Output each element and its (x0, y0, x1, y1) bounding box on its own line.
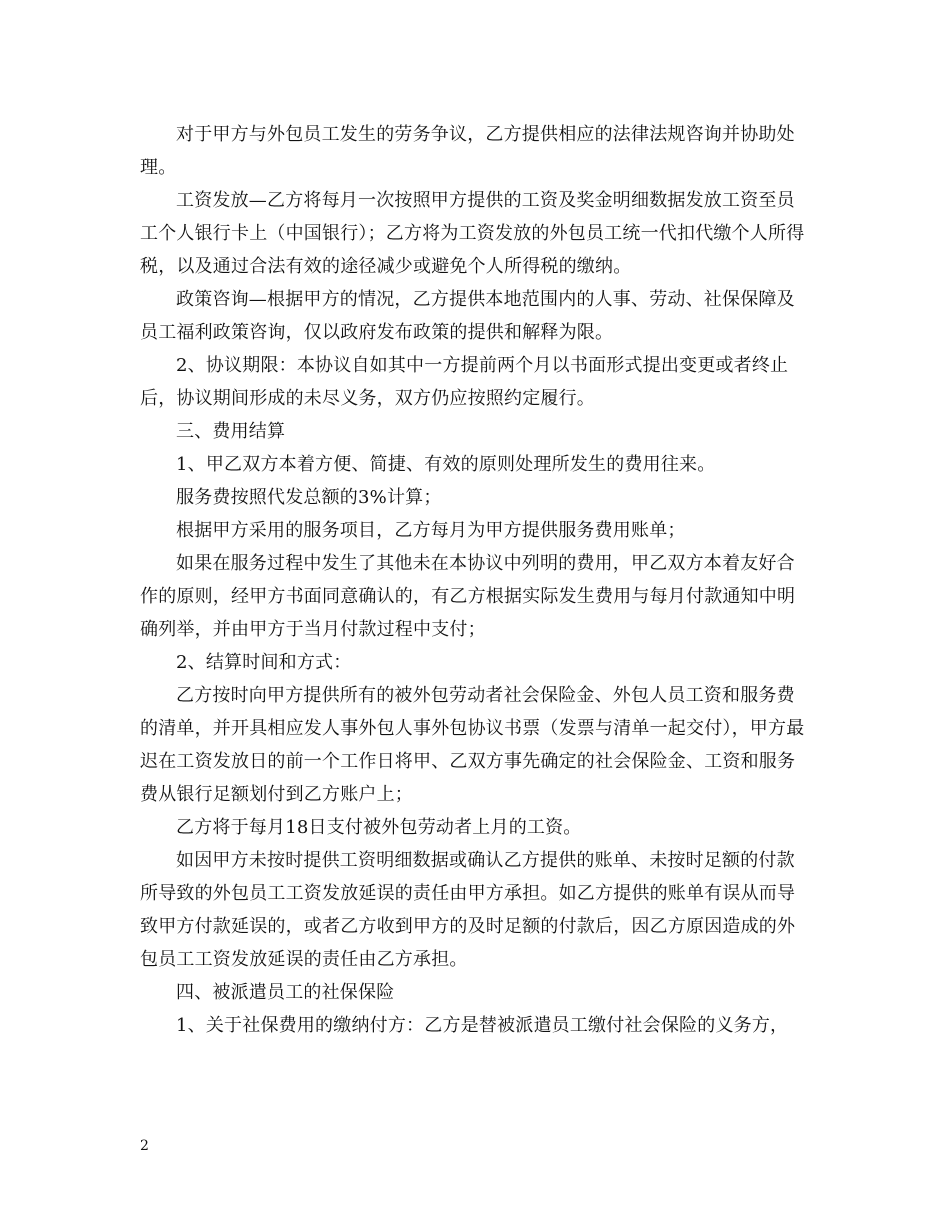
paragraph: 乙方将于每月18日支付被外包劳动者上月的工资。 (176, 817, 582, 838)
paragraph: 根据甲方采用的服务项目，乙方每月为甲方提供服务费用账单； (176, 520, 686, 541)
paragraph: 工资发放—乙方将每月一次按照甲方提供的工资及奖金明细数据发放工资至员工个人银行卡上（中国银行）；乙方将为工资发放的外包员工统一代扣代缴个人所得税，以及通过合法有效的途径减少或避免个人所得税的缴纳。 (140, 190, 805, 277)
paragraph: 服务费按照代发总额的3%计算； (176, 487, 442, 508)
paragraph: 1、甲乙双方本着方便、简捷、有效的原则处理所发生的费用往来。 (176, 454, 716, 475)
paragraph: 政策咨询—根据甲方的情况，乙方提供本地范围内的人事、劳动、社保保障及员工福利政策咨询，仅以政府发布政策的提供和解释为限。 (140, 289, 795, 343)
paragraph: 对于甲方与外包员工发生的劳务争议，乙方提供相应的法律法规咨询并协助处理。 (140, 124, 795, 178)
section-heading: 四、被派遣员工的社保保险 (176, 982, 395, 1003)
paragraph: 乙方按时向甲方提供所有的被外包劳动者社会保险金、外包人员工资和服务费的清单，并开具相应发人事外包人事外包协议书票（发票与清单一起交付），甲方最迟在工资发放日的前一个工作日将甲、乙双方事先确定的社会保险金、工资和服务费从银行足额划付到乙方账户上； (140, 685, 805, 805)
paragraph: 1、关于社保费用的缴纳付方：乙方是替被派遣员工缴付社会保险的义务方， (176, 1015, 789, 1036)
paragraph: 2、协议期限：本协议自如其中一方提前两个月以书面形式提出变更或者终止后，协议期间形成的未尽义务，双方仍应按照约定履行。 (140, 355, 789, 409)
page-number: 2 (140, 1138, 149, 1154)
document-body (140, 118, 810, 1042)
subsection-heading: 2、结算时间和方式： (176, 652, 352, 673)
section-heading: 三、费用结算 (176, 421, 286, 442)
paragraph: 如因甲方未按时提供工资明细数据或确认乙方提供的账单、未按时足额的付款所导致的外包员工工资发放延误的责任由甲方承担。如乙方提供的账单有误从而导致甲方付款延误的，或者乙方收到甲方的及时足额的付款后，因乙方原因造成的外包员工工资发放延误的责任由乙方承担。 (140, 850, 796, 970)
paragraph: 如果在服务过程中发生了其他未在本协议中列明的费用，甲乙双方本着友好合作的原则，经甲方书面同意确认的，有乙方根据实际发生费用与每月付款通知中明确列举，并由甲方于当月付款过程中支付； (140, 553, 796, 640)
